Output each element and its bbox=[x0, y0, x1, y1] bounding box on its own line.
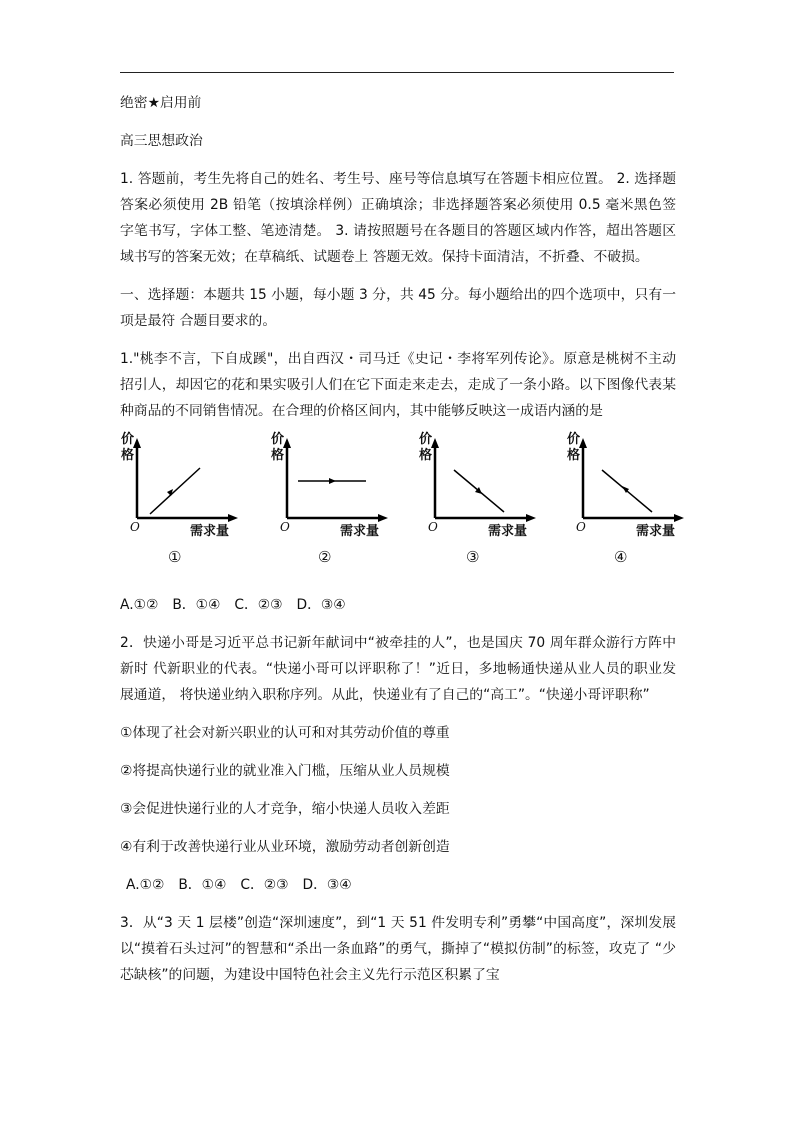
q2-item-4: ④有利于改善快递行业从业环境，激励劳动者创新创造 bbox=[120, 839, 450, 855]
question-2-options bbox=[120, 872, 676, 898]
chart-4 bbox=[566, 432, 716, 580]
chart-3 bbox=[418, 432, 568, 580]
chart-3-ylabel: 价格 bbox=[419, 432, 433, 463]
demand-charts bbox=[120, 432, 676, 580]
chart-3-xlabel: 需求量 bbox=[488, 524, 528, 539]
q1-option-b[interactable]: B．①④ bbox=[172, 597, 221, 613]
q2-item-3: ③会促进快递行业的人才竞争，缩小快递人员收入差距 bbox=[120, 801, 450, 817]
q1-option-a[interactable]: A.①② bbox=[120, 597, 159, 613]
chart-1 bbox=[120, 432, 270, 580]
top-rule bbox=[120, 72, 674, 73]
chart-1-ylabel: 价格 bbox=[121, 432, 135, 463]
question-1-stem: 1."桃李不言，下自成蹊"，出自西汉・司马迁《史记・李将军列传论》。原意是桃树不主动招引人，却因它的花和果实吸引人们在它下面走来走去，走成了一条小路。以下图像代表某种商品的不同销售情况。在合理的价格区间内，其中能够反映这一成语内涵的是 bbox=[120, 351, 676, 419]
q2-option-d[interactable]: D．③④ bbox=[302, 877, 352, 893]
q2-item-1: ①体现了社会对新兴职业的认可和对其劳动价值的尊重 bbox=[120, 725, 450, 741]
instructions: 1. 答题前，考生先将自己的姓名、考生号、座号等信息填写在答题卡相应位置。 2. 选择题答案必须使用 2B 铅笔（按填涂样例）正确填涂；非选择题答案必须使用 0.5 毫米黑色签 字笔书写，字体工整、笔迹清楚。 3. 请按照题号在各题目的答题区域内作答，超出答题区域书写的答案无效；在草稿纸、试题卷上 答题无效。保持卡面清洁，不折叠、不破损。 bbox=[120, 171, 676, 265]
chart-2-arrow-icon bbox=[329, 478, 336, 484]
chart-3-origin: O bbox=[428, 520, 438, 534]
chart-2 bbox=[270, 432, 420, 580]
chart-1-number: ① bbox=[168, 548, 182, 566]
chart-1-arrow-icon bbox=[167, 489, 173, 496]
q2-item-2: ②将提高快递行业的就业准入门槛，压缩从业人员规模 bbox=[120, 763, 450, 779]
chart-3-number: ③ bbox=[466, 548, 480, 566]
chart-4-origin: O bbox=[576, 520, 586, 534]
chart-2-number: ② bbox=[318, 548, 332, 566]
question-2-stem: 2．快递小哥是习近平总书记新年献词中“被牵挂的人”，也是国庆 70 周年群众游行方阵中新时 代新职业的代表。“快递小哥可以评职称了！”近日，多地畅通快递从业人员的职业发展通道， 将快递业纳入职称序列。从此，快递业有了自己的“高工”。“快递小哥评职称” bbox=[120, 635, 676, 703]
chart-2-ylabel: 价格 bbox=[271, 432, 285, 463]
chart-1-xlabel: 需求量 bbox=[190, 524, 230, 539]
section-title: 一、选择题：本题共 15 小题，每小题 3 分，共 45 分。每小题给出的四个选项中，只有一项是最符 合题目要求的。 bbox=[120, 287, 676, 329]
confidential-label: 绝密★启用前 bbox=[120, 95, 202, 111]
exam-page bbox=[120, 90, 676, 988]
question-3-stem: 3．从“3 天 1 层楼”创造“深圳速度”，到“1 天 51 件发明专利”勇攀“中国高度”，深圳发展 以“摸着石头过河”的智慧和“杀出一条血路”的勇气，撕掉了“模拟仿制”的标签，攻克了 “少芯缺核”的问题，为建设中国特色社会主义先行示范区积累了宝 bbox=[120, 915, 676, 983]
q2-option-c[interactable]: C．②③ bbox=[240, 877, 289, 893]
chart-1-origin: O bbox=[130, 520, 140, 534]
chart-4-number: ④ bbox=[614, 548, 628, 566]
chart-4-xlabel: 需求量 bbox=[636, 524, 676, 539]
q1-option-d[interactable]: D．③④ bbox=[296, 597, 346, 613]
chart-4-ylabel: 价格 bbox=[567, 432, 581, 463]
chart-2-origin: O bbox=[280, 520, 290, 534]
q1-option-c[interactable]: C．②③ bbox=[234, 597, 283, 613]
chart-2-xlabel: 需求量 bbox=[340, 524, 380, 539]
chart-1-curve bbox=[150, 468, 200, 514]
q2-option-b[interactable]: B．①④ bbox=[178, 877, 227, 893]
subject-title: 高三思想政治 bbox=[120, 133, 203, 149]
q2-option-a[interactable]: A.①② bbox=[126, 877, 165, 893]
question-1-options bbox=[120, 592, 676, 618]
